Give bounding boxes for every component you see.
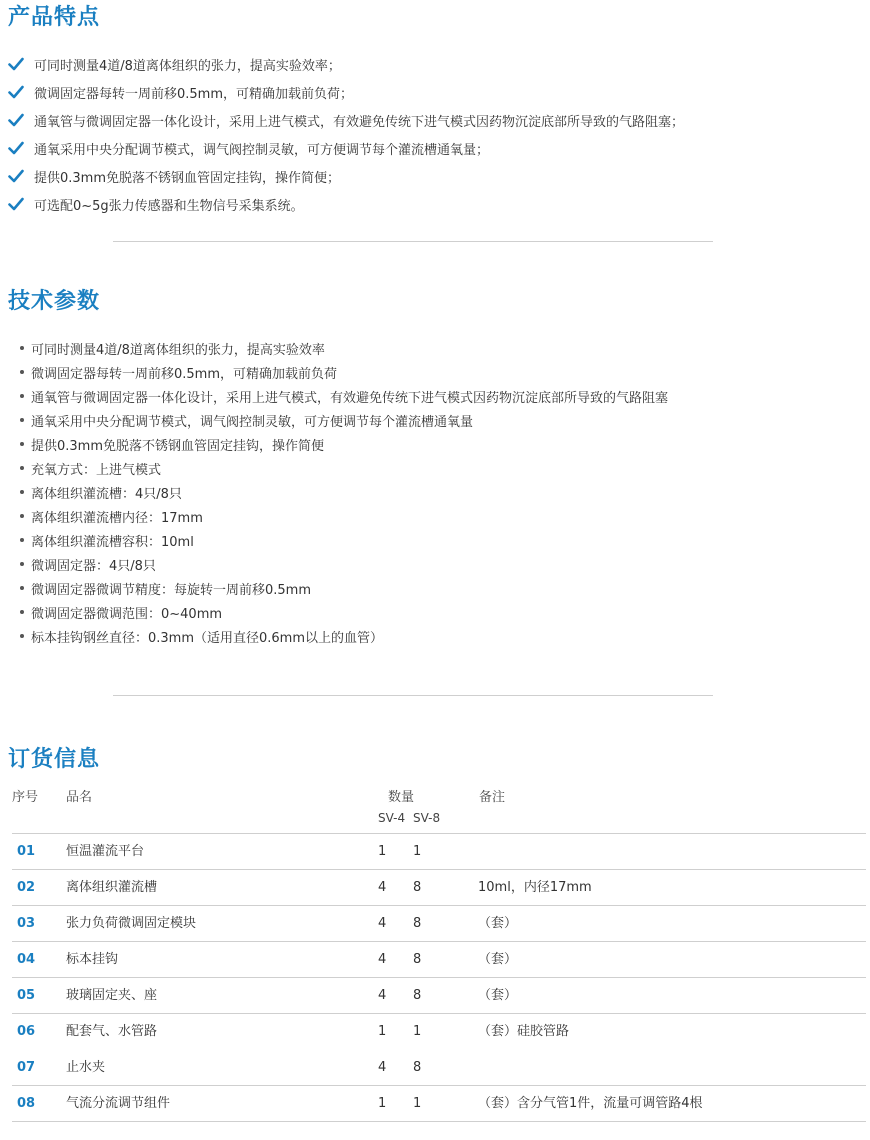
specs-list: [20, 336, 668, 648]
order-qty-sv8: 8: [413, 988, 422, 1003]
order-seq: 05: [17, 988, 36, 1003]
order-qty-sv4: 4: [378, 1060, 387, 1075]
features-list: [8, 50, 684, 218]
feature-item: [8, 162, 684, 190]
spec-text: 微调固定器微调节精度：每旋转一周前移0.5mm: [31, 582, 312, 598]
check-icon: [8, 169, 24, 183]
spec-text: 通氧管与微调固定器一体化设计，采用上进气模式，有效避免传统下进气模式因药物沉淀底部所导致的气路阻塞: [31, 390, 669, 406]
order-header-qty: 数量: [388, 790, 415, 805]
spec-item: [20, 576, 668, 600]
check-icon: [8, 57, 24, 71]
feature-text: 通氧管与微调固定器一体化设计，采用上进气模式，有效避免传统下进气模式因药物沉淀底部所导致的气路阻塞；: [34, 114, 685, 130]
order-name: 玻璃固定夹、座: [66, 988, 158, 1003]
feature-item: [8, 190, 684, 218]
order-seq: 08: [17, 1096, 36, 1111]
spec-text: 提供0.3mm免脱落不锈钢血管固定挂钩，操作简便: [31, 438, 325, 454]
spec-text: 微调固定器每转一周前移0.5mm，可精确加载前负荷: [31, 366, 338, 382]
bullet-icon: [20, 466, 24, 470]
order-title: 订货信息: [8, 747, 101, 772]
section-divider: [113, 241, 713, 242]
spec-text: 可同时测量4道/8道离体组织的张力，提高实验效率: [31, 342, 325, 358]
order-qty-sv4: 1: [378, 1096, 387, 1111]
feature-item: [8, 50, 684, 78]
spec-item: [20, 480, 668, 504]
spec-text: 通氧采用中央分配调节模式，调气阀控制灵敏，可方便调节每个灌流槽通氧量: [31, 414, 474, 430]
spec-text: 微调固定器微调范围：0~40mm: [31, 606, 223, 622]
order-row: [12, 1050, 866, 1086]
feature-text: 微调固定器每转一周前移0.5mm，可精确加载前负荷；: [34, 86, 354, 102]
order-row: [12, 1014, 866, 1050]
spec-item: [20, 552, 668, 576]
check-icon: [8, 85, 24, 99]
order-row: [12, 870, 866, 906]
order-seq: 06: [17, 1024, 36, 1039]
order-row: [12, 906, 866, 942]
order-name: 配套气、水管路: [66, 1024, 158, 1039]
feature-item: [8, 134, 684, 162]
spec-item: [20, 432, 668, 456]
order-row: [12, 1086, 866, 1122]
order-seq: 03: [17, 916, 36, 931]
order-row: [12, 834, 866, 870]
order-name: 止水夹: [66, 1060, 106, 1075]
spec-text: 离体组织灌流槽内径：17mm: [31, 510, 203, 526]
check-icon: [8, 141, 24, 155]
feature-item: [8, 78, 684, 106]
bullet-icon: [20, 346, 24, 350]
order-name: 气流分流调节组件: [66, 1096, 171, 1111]
spec-text: 离体组织灌流槽：4只/8只: [31, 486, 182, 502]
bullet-icon: [20, 442, 24, 446]
feature-text: 通氧采用中央分配调节模式，调气阀控制灵敏，可方便调节每个灌流槽通氧量；: [34, 142, 490, 158]
spec-item: [20, 624, 668, 648]
spec-item: [20, 456, 668, 480]
order-qty-sv8: 1: [413, 844, 422, 859]
order-qty-sv4: 4: [378, 916, 387, 931]
bullet-icon: [20, 562, 24, 566]
check-icon: [8, 197, 24, 211]
order-header-sv8: SV-8: [413, 811, 441, 825]
order-qty-sv4: 4: [378, 952, 387, 967]
order-seq: 04: [17, 952, 36, 967]
bullet-icon: [20, 490, 24, 494]
order-note: （套）含分气管1件，流量可调管路4根: [478, 1096, 703, 1111]
order-qty-sv8: 8: [413, 1060, 422, 1075]
order-note: （套）硅胶管路: [478, 1024, 570, 1039]
bullet-icon: [20, 634, 24, 638]
order-row: [12, 942, 866, 978]
bullet-icon: [20, 586, 24, 590]
order-qty-sv4: 1: [378, 844, 387, 859]
specs-title: 技术参数: [8, 289, 101, 314]
spec-item: [20, 408, 668, 432]
order-seq: 07: [17, 1060, 36, 1075]
spec-item: [20, 504, 668, 528]
spec-item: [20, 600, 668, 624]
order-qty-sv4: 1: [378, 1024, 387, 1039]
order-seq: 02: [17, 880, 36, 895]
spec-text: 充氧方式：上进气模式: [31, 462, 162, 478]
feature-item: [8, 106, 684, 134]
order-note: （套）: [478, 988, 518, 1003]
order-qty-sv8: 1: [413, 1096, 422, 1111]
order-note: 10ml，内径17mm: [478, 880, 592, 895]
feature-text: 提供0.3mm免脱落不锈钢血管固定挂钩，操作简便；: [34, 170, 341, 186]
order-note: （套）: [478, 952, 518, 967]
order-seq: 01: [17, 844, 36, 859]
spec-item: [20, 528, 668, 552]
spec-item: [20, 384, 668, 408]
order-qty-sv4: 4: [378, 988, 387, 1003]
order-row: [12, 978, 866, 1014]
features-title: 产品特点: [8, 5, 101, 30]
bullet-icon: [20, 418, 24, 422]
bullet-icon: [20, 370, 24, 374]
order-header-seq: 序号: [12, 790, 39, 805]
order-qty-sv8: 8: [413, 952, 422, 967]
order-name: 离体组织灌流槽: [66, 880, 158, 895]
order-note: （套）: [478, 916, 518, 931]
bullet-icon: [20, 514, 24, 518]
check-icon: [8, 113, 24, 127]
feature-text: 可同时测量4道/8道离体组织的张力，提高实验效率；: [34, 58, 341, 74]
spec-text: 离体组织灌流槽容积：10ml: [31, 534, 194, 550]
order-table: [12, 833, 866, 1122]
bullet-icon: [20, 610, 24, 614]
spec-text: 微调固定器：4只/8只: [31, 558, 156, 574]
order-header-note: 备注: [479, 790, 506, 805]
order-header-sv4: SV-4: [378, 811, 406, 825]
section-divider: [113, 695, 713, 696]
order-header-name: 品名: [66, 790, 93, 805]
spec-item: [20, 336, 668, 360]
order-name: 恒温灌流平台: [66, 844, 145, 859]
spec-item: [20, 360, 668, 384]
bullet-icon: [20, 394, 24, 398]
spec-text: 标本挂钩钢丝直径：0.3mm（适用直径0.6mm以上的血管）: [31, 630, 384, 646]
feature-text: 可选配0~5g张力传感器和生物信号采集系统。: [34, 198, 304, 214]
order-qty-sv8: 8: [413, 916, 422, 931]
order-name: 张力负荷微调固定模块: [66, 916, 197, 931]
order-name: 标本挂钩: [66, 952, 119, 967]
bullet-icon: [20, 538, 24, 542]
order-qty-sv8: 8: [413, 880, 422, 895]
order-qty-sv8: 1: [413, 1024, 422, 1039]
order-qty-sv4: 4: [378, 880, 387, 895]
